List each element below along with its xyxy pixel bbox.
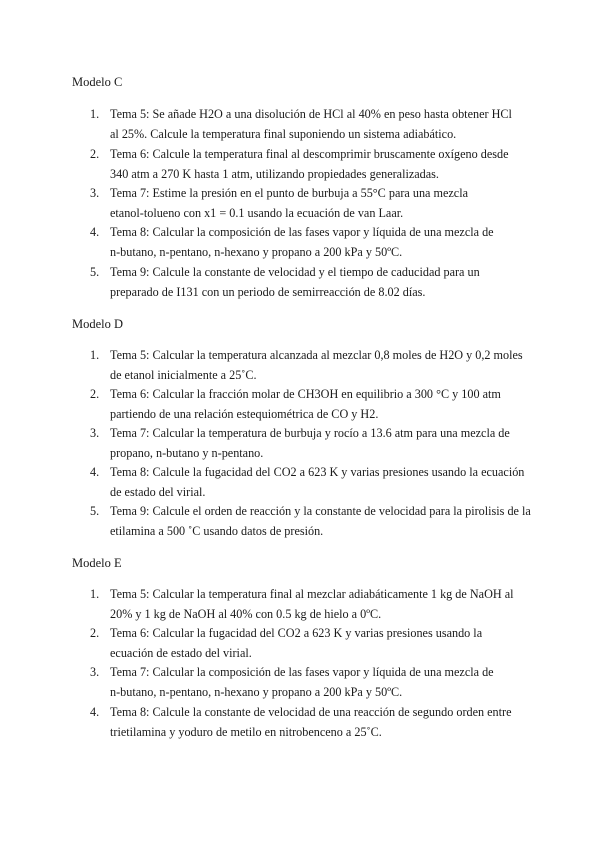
item-number: 3. (90, 665, 100, 679)
list-item (90, 702, 535, 742)
item-text-line: trietilamina y yoduro de metilo en nitrobenceno a 25˚C. (110, 725, 382, 739)
section-title-modelo-c: Modelo C (72, 75, 123, 89)
item-text-line: etanol-tolueno con x1 = 0.1 usando la ecuación de van Laar. (110, 206, 404, 220)
list-item (90, 384, 535, 424)
item-text-line: Tema 7: Calcular la composición de las fases vapor y líquida de una mezcla de (110, 665, 494, 679)
list-item (90, 345, 535, 385)
item-text-line: ecuación de estado del virial. (110, 646, 252, 660)
section-title-modelo-d: Modelo D (72, 317, 124, 331)
item-text-line: de etanol inicialmente a 25˚C. (110, 368, 257, 382)
item-text-line: Tema 6: Calcular la fugacidad del CO2 a 623 K y varias presiones usando la (110, 626, 483, 640)
item-text-line: Tema 6: Calcule la temperatura final al descomprimir bruscamente oxígeno desde (110, 147, 509, 161)
item-number: 2. (90, 626, 100, 640)
list-item (90, 584, 535, 624)
item-text-line: Tema 5: Se añade H2O a una disolución de HCl al 40% en peso hasta obtener HCl (110, 107, 512, 121)
item-text-line: de estado del virial. (110, 485, 206, 499)
list-item (90, 501, 535, 541)
list-item (90, 462, 535, 502)
item-number: 3. (90, 426, 100, 440)
item-number: 4. (90, 705, 100, 719)
item-text-line: Tema 5: Calcular la temperatura alcanzada al mezclar 0,8 moles de H2O y 0,2 moles (110, 348, 523, 362)
item-text-line: Tema 7: Calcular la temperatura de burbuja y rocío a 13.6 atm para una mezcla de (110, 426, 510, 440)
list-item (90, 423, 535, 463)
list-item (90, 662, 535, 702)
item-number: 1. (90, 587, 100, 601)
item-text-line: 20% y 1 kg de NaOH al 40% con 0.5 kg de hielo a 0ºC. (110, 607, 382, 621)
item-text-line: n-butano, n-pentano, n-hexano y propano a 200 kPa y 50ºC. (110, 685, 403, 699)
item-text-line: Tema 5: Calcular la temperatura final al mezclar adiabáticamente 1 kg de NaOH al (110, 587, 514, 601)
list-item (90, 262, 535, 302)
item-text-line: Tema 8: Calcular la composición de las fases vapor y líquida de una mezcla de (110, 225, 494, 239)
item-text-line: etilamina a 500 ˚C usando datos de presión. (110, 524, 324, 538)
section-title-modelo-e: Modelo E (72, 556, 122, 570)
item-text-line: Tema 8: Calcule la fugacidad del CO2 a 623 K y varias presiones usando la ecuación (110, 465, 525, 479)
list-item (90, 144, 535, 184)
item-text-line: propano, n-butano y n-pentano. (110, 446, 264, 460)
item-text-line: Tema 8: Calcule la constante de velocidad de una reacción de segundo orden entre (110, 705, 512, 719)
item-number: 5. (90, 504, 100, 518)
list-item (90, 222, 535, 262)
item-number: 2. (90, 147, 100, 161)
item-text-line: preparado de I131 con un periodo de semirreacción de 8.02 días. (110, 285, 426, 299)
item-number: 1. (90, 107, 100, 121)
item-number: 1. (90, 348, 100, 362)
item-number: 3. (90, 186, 100, 200)
item-number: 4. (90, 225, 100, 239)
item-text-line: Tema 9: Calcule la constante de velocidad y el tiempo de caducidad para un (110, 265, 480, 279)
item-text-line: Tema 9: Calcule el orden de reacción y la constante de velocidad para la pirolisis de la (110, 504, 531, 518)
item-text-line: Tema 7: Estime la presión en el punto de burbuja a 55°C para una mezcla (110, 186, 469, 200)
list-item (90, 623, 535, 663)
item-number: 4. (90, 465, 100, 479)
list-item (90, 104, 535, 144)
item-text-line: al 25%. Calcule la temperatura final suponiendo un sistema adiabático. (110, 127, 457, 141)
item-number: 2. (90, 387, 100, 401)
list-item (90, 183, 535, 223)
item-number: 5. (90, 265, 100, 279)
item-text-line: 340 atm a 270 K hasta 1 atm, utilizando propiedades generalizadas. (110, 167, 439, 181)
item-text-line: n-butano, n-pentano, n-hexano y propano a 200 kPa y 50ºC. (110, 245, 403, 259)
item-text-line: partiendo de una relación estequiométrica de CO y H2. (110, 407, 379, 421)
item-text-line: Tema 6: Calcular la fracción molar de CH3OH en equilibrio a 300 °C y 100 atm (110, 387, 501, 401)
